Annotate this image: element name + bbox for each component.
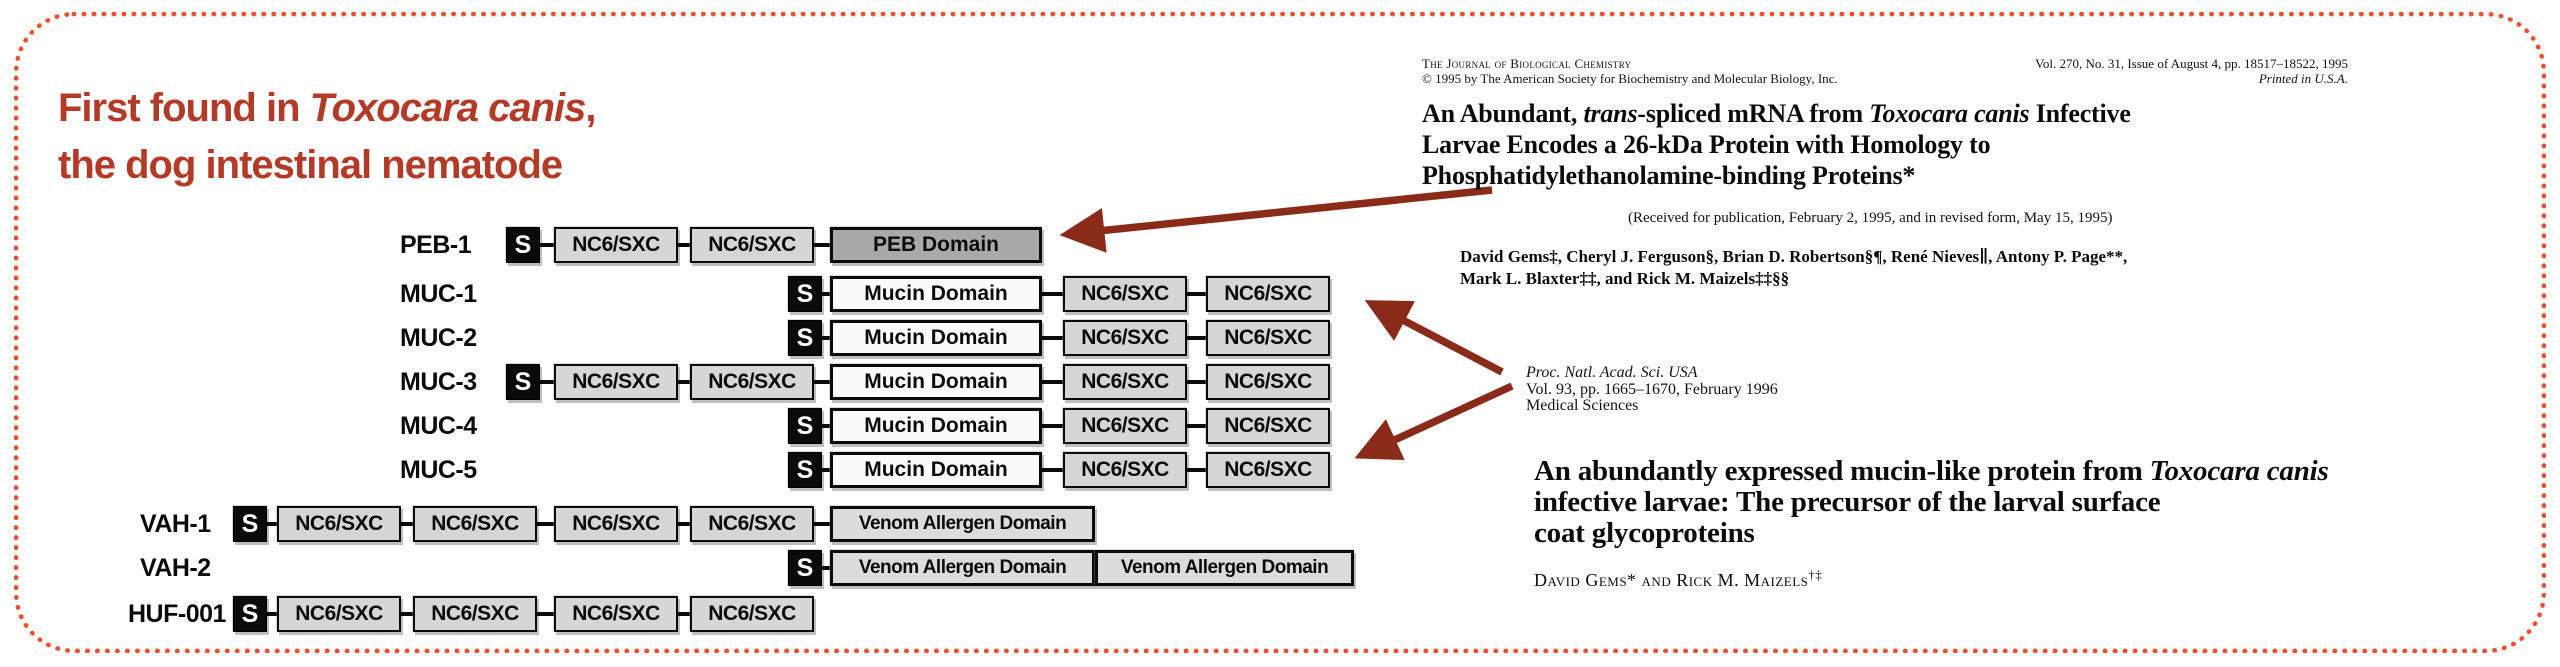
protein-label-muc-2: MUC-2 xyxy=(400,324,477,352)
nc6-domain-box: NC6/SXC xyxy=(1063,452,1187,488)
pnas-title-line-3: coat glycoproteins xyxy=(1534,517,1755,549)
domain-connector xyxy=(678,522,690,526)
protein-label-vah-2: VAH-2 xyxy=(140,554,211,582)
pnas-title-text: An abundantly expressed mucin-like protein from xyxy=(1534,455,2150,487)
pnas-article-title xyxy=(1534,456,2534,549)
protein-label-huf-001: HUF-001 xyxy=(128,600,226,628)
protein-label-muc-5: MUC-5 xyxy=(400,456,477,484)
heading-line-1 xyxy=(58,80,596,137)
jbc-title-text: -spliced mRNA from xyxy=(1637,99,1870,128)
domain-connector xyxy=(1187,380,1206,384)
nc6-domain-box: NC6/SXC xyxy=(554,364,678,400)
jbc-article-title xyxy=(1422,98,2382,191)
peb-domain-box: PEB Domain xyxy=(830,227,1042,263)
protein-label-muc-1: MUC-1 xyxy=(400,280,477,308)
signal-peptide-box: S xyxy=(506,364,540,400)
nc6-domain-box: NC6/SXC xyxy=(1063,276,1187,312)
domain-connector xyxy=(678,243,690,247)
domain-connector xyxy=(1187,468,1206,472)
mucin-domain-box: Mucin Domain xyxy=(830,408,1042,444)
domain-connector xyxy=(537,522,554,526)
nc6-domain-box: NC6/SXC xyxy=(554,596,678,632)
nc6-domain-box: NC6/SXC xyxy=(1206,276,1330,312)
heading-text: First found in xyxy=(58,86,310,130)
domain-connector xyxy=(1042,468,1063,472)
jbc-title-line-2: Larvae Encodes a 26-kDa Protein with Homology to xyxy=(1422,130,1991,159)
nc6-domain-box: NC6/SXC xyxy=(1063,320,1187,356)
jbc-title-line-1 xyxy=(1422,98,2382,129)
jbc-authors xyxy=(1460,246,2127,290)
signal-peptide-box: S xyxy=(788,550,822,586)
nc6-domain-box: NC6/SXC xyxy=(690,227,814,263)
heading-species-italic: Toxocara canis xyxy=(309,86,586,130)
domain-connector xyxy=(822,424,830,428)
jbc-authors-line-2: Mark L. Blaxter‡‡, and Rick M. Maizels‡‡§§ xyxy=(1460,269,1790,288)
nc6-domain-box: NC6/SXC xyxy=(690,364,814,400)
pnas-title-species-italic: Toxocara canis xyxy=(2149,455,2329,487)
domain-connector xyxy=(822,566,830,570)
slide-heading xyxy=(58,80,596,194)
domain-connector xyxy=(267,612,277,616)
jbc-title-trans-italic: trans xyxy=(1583,99,1638,128)
jbc-title-text: An Abundant, xyxy=(1422,99,1584,128)
pnas-title-line-1 xyxy=(1534,456,2534,487)
jbc-title-line-3: Phosphatidylethanolamine-binding Proteins* xyxy=(1422,161,1916,190)
domain-connector xyxy=(814,380,830,384)
domain-connector xyxy=(822,292,830,296)
jbc-received-line: (Received for publication, February 2, 1995, and in revised form, May 15, 1995) xyxy=(1628,210,2113,226)
venom-domain-box: Venom Allergen Domain xyxy=(830,506,1095,542)
jbc-masthead xyxy=(1422,56,2348,86)
jbc-title-species-italic: Toxocara canis xyxy=(1869,99,2030,128)
protein-label-muc-4: MUC-4 xyxy=(400,412,477,440)
jbc-printed-in: Printed in U.S.A. xyxy=(2258,71,2348,86)
pnas-journal-name: Proc. Natl. Acad. Sci. USA xyxy=(1526,364,1698,381)
domain-connector xyxy=(1042,336,1063,340)
domain-connector xyxy=(814,522,830,526)
signal-peptide-box: S xyxy=(233,506,267,542)
nc6-domain-box: NC6/SXC xyxy=(554,506,678,542)
jbc-authors-line-1: David Gems‡, Cheryl J. Ferguson§, Brian D. Robertson§¶, René Nieves∥, Antony P. Page**, xyxy=(1460,247,2128,266)
domain-connector xyxy=(1042,292,1063,296)
mucin-domain-box: Mucin Domain xyxy=(830,364,1042,400)
nc6-domain-box: NC6/SXC xyxy=(413,596,537,632)
jbc-masthead-left xyxy=(1422,56,1838,86)
pnas-section: Medical Sciences xyxy=(1526,397,1639,414)
jbc-title-text: Infective xyxy=(2029,99,2131,128)
nc6-domain-box: NC6/SXC xyxy=(1063,364,1187,400)
mucin-domain-box: Mucin Domain xyxy=(830,276,1042,312)
domain-connector xyxy=(1187,292,1206,296)
nc6-domain-box: NC6/SXC xyxy=(690,506,814,542)
signal-peptide-box: S xyxy=(788,320,822,356)
protein-label-vah-1: VAH-1 xyxy=(140,510,211,538)
signal-peptide-box: S xyxy=(788,452,822,488)
pnas-vol-line: Vol. 93, pp. 1665–1670, February 1996 xyxy=(1526,380,1778,398)
heading-comma: , xyxy=(585,86,596,130)
jbc-vol-line: Vol. 270, No. 31, Issue of August 4, pp. 18517–18522, 1995 xyxy=(2035,56,2348,71)
domain-connector xyxy=(1187,336,1206,340)
signal-peptide-box: S xyxy=(233,596,267,632)
domain-connector xyxy=(678,380,690,384)
arrow-to-peb-domain xyxy=(1070,190,1492,234)
jbc-masthead-right xyxy=(2035,56,2348,86)
signal-peptide-box: S xyxy=(506,227,540,263)
domain-connector xyxy=(540,243,554,247)
nc6-domain-box: NC6/SXC xyxy=(277,506,401,542)
domain-connector xyxy=(401,522,413,526)
signal-peptide-box: S xyxy=(788,408,822,444)
domain-connector xyxy=(814,243,830,247)
pnas-title-line-2: infective larvae: The precursor of the larval surface xyxy=(1534,486,2161,518)
domain-connector xyxy=(540,380,554,384)
domain-connector xyxy=(1042,380,1063,384)
venom-domain-box: Venom Allergen Domain xyxy=(830,550,1095,586)
domain-connector xyxy=(1187,424,1206,428)
nc6-domain-box: NC6/SXC xyxy=(1206,320,1330,356)
nc6-domain-box: NC6/SXC xyxy=(1206,364,1330,400)
arrow-to-muc5 xyxy=(1364,386,1512,454)
protein-label-muc-3: MUC-3 xyxy=(400,368,477,396)
arrow-to-muc1 xyxy=(1374,305,1502,372)
domain-connector xyxy=(822,336,830,340)
nc6-domain-box: NC6/SXC xyxy=(1063,408,1187,444)
mucin-domain-box: Mucin Domain xyxy=(830,320,1042,356)
nc6-domain-box: NC6/SXC xyxy=(1206,408,1330,444)
domain-connector xyxy=(267,522,277,526)
nc6-domain-box: NC6/SXC xyxy=(277,596,401,632)
nc6-domain-box: NC6/SXC xyxy=(413,506,537,542)
protein-label-peb-1: PEB-1 xyxy=(400,231,472,259)
jbc-journal-name: The Journal of Biological Chemistry xyxy=(1422,56,1632,71)
mucin-domain-box: Mucin Domain xyxy=(830,452,1042,488)
nc6-domain-box: NC6/SXC xyxy=(554,227,678,263)
venom-domain-box: Venom Allergen Domain xyxy=(1095,550,1354,586)
pnas-citation xyxy=(1526,365,1778,415)
domain-connector xyxy=(1042,424,1063,428)
nc6-domain-box: NC6/SXC xyxy=(1206,452,1330,488)
domain-connector xyxy=(822,468,830,472)
jbc-copyright: © 1995 by The American Society for Biochemistry and Molecular Biology, Inc. xyxy=(1422,71,1838,86)
pnas-authors-daggers: †‡ xyxy=(1808,567,1823,582)
pnas-authors xyxy=(1534,567,1822,591)
domain-connector xyxy=(401,612,413,616)
pnas-authors-names: David Gems* and Rick M. Maizels xyxy=(1534,570,1809,590)
heading-line-2: the dog intestinal nematode xyxy=(58,143,563,187)
signal-peptide-box: S xyxy=(788,276,822,312)
domain-connector xyxy=(678,612,690,616)
domain-connector xyxy=(537,612,554,616)
nc6-domain-box: NC6/SXC xyxy=(690,596,814,632)
